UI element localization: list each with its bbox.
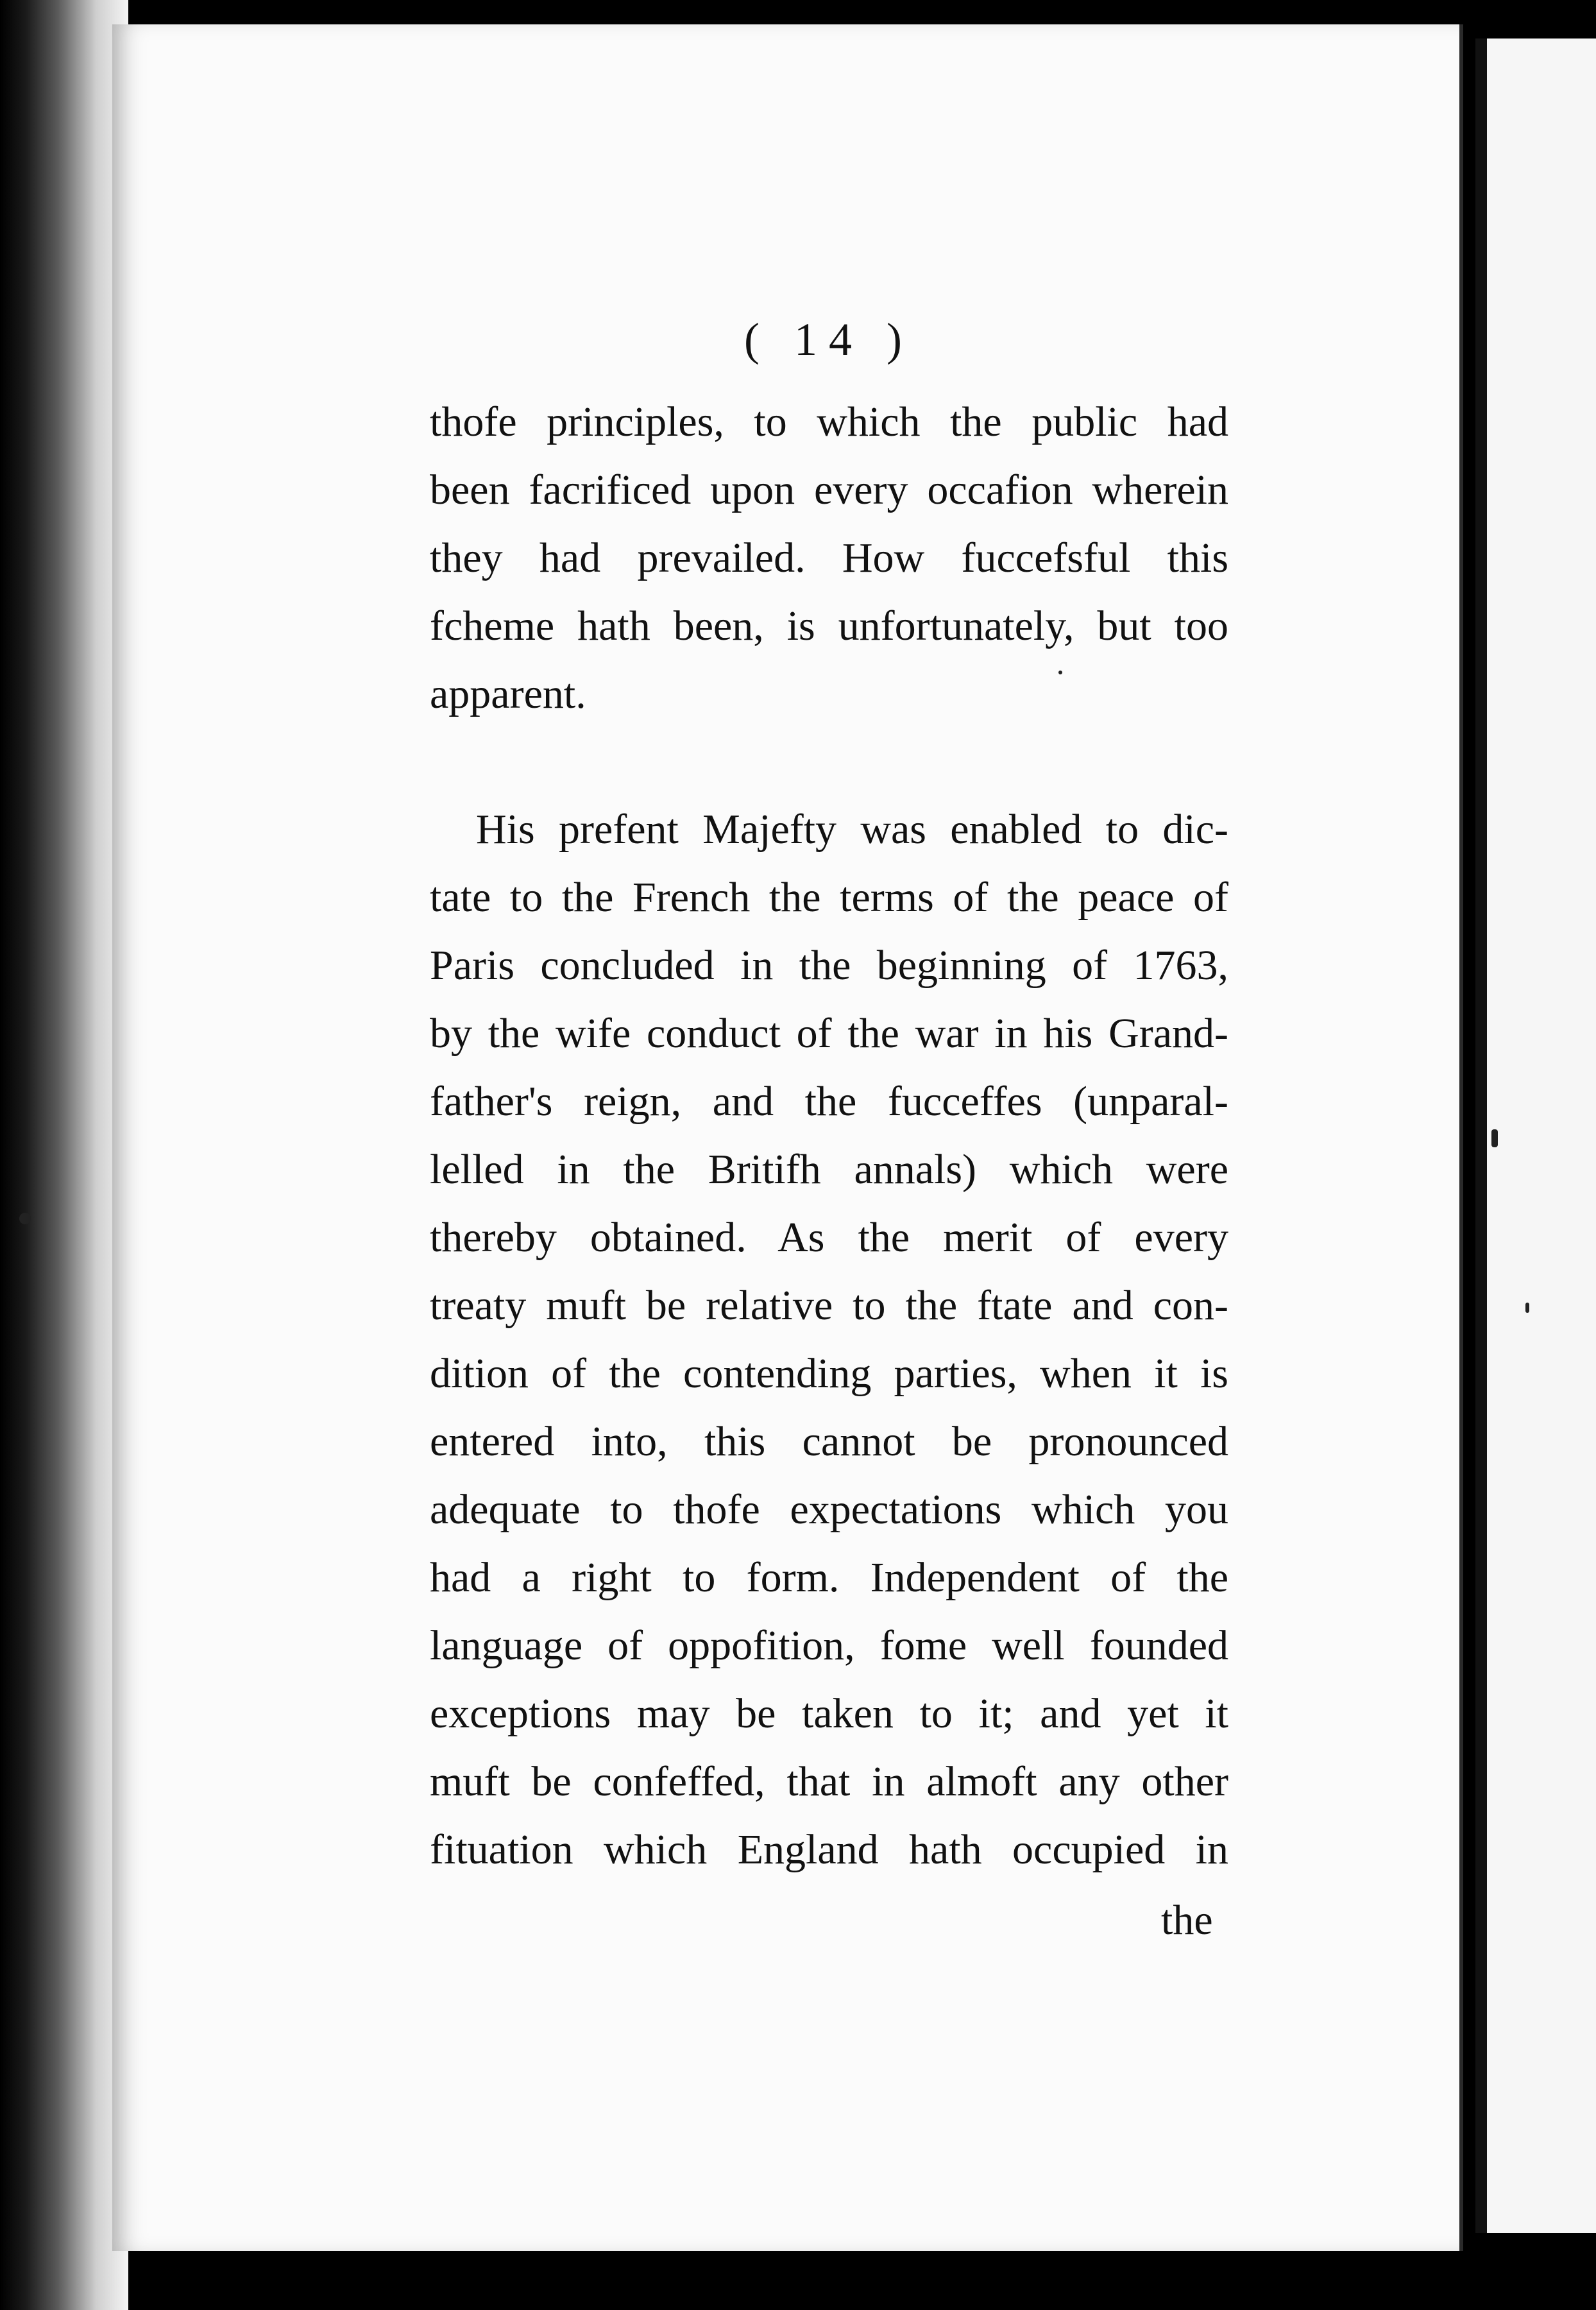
paragraph-gap [430,728,1228,796]
paragraph-2 [430,796,1228,1884]
text-line: by the wife conduct of the war in his Grand- [430,1010,1228,1057]
paragraph-1 [430,388,1228,728]
text-line: language of oppofition, fome well founded [430,1622,1228,1669]
text-line: had a right to form. Independent of the [430,1554,1228,1601]
text-line: been facrificed upon every occafion wherein [430,466,1228,513]
scan-speck [19,1213,31,1224]
text-line: apparent. [430,671,586,717]
text-line: exceptions may be taken to it; and yet it [430,1690,1228,1737]
scan-speck [1058,671,1062,674]
text-line: fcheme hath been, is unfortunately, but too [430,603,1228,649]
text-line: dition of the contending parties, when it is [430,1350,1228,1397]
text-line: entered into, this cannot be pronounced [430,1418,1228,1465]
book-binding-edge [0,0,128,2310]
text-line: His prefent Majefty was enabled to dic- [476,806,1228,853]
text-line: father's reign, and the fucceffes (unparal- [430,1078,1228,1125]
text-line: thereby obtained. As the merit of every [430,1214,1228,1261]
text-line: treaty muft be relative to the ftate and con- [430,1282,1228,1329]
catchword: the [1161,1897,1213,1944]
text-line: adequate to thofe expectations which you [430,1486,1228,1533]
text-line: fituation which England hath occupied in [430,1826,1228,1873]
scan-speck [1491,1129,1498,1147]
text-line: they had prevailed. How fuccefsful this [430,535,1228,581]
text-line: tate to the French the terms of the peace of [430,874,1228,921]
body-text [430,388,1228,1884]
text-line: muft be confeffed, that in almoft any other [430,1758,1228,1805]
scan-speck [1525,1303,1529,1313]
text-line: lelled in the Britifh annals) which were [430,1146,1228,1193]
page-number: ( 14 ) [744,314,913,365]
text-line: thofe principles, to which the public had [430,398,1228,445]
text-line: Paris concluded in the beginning of 1763, [430,942,1228,989]
